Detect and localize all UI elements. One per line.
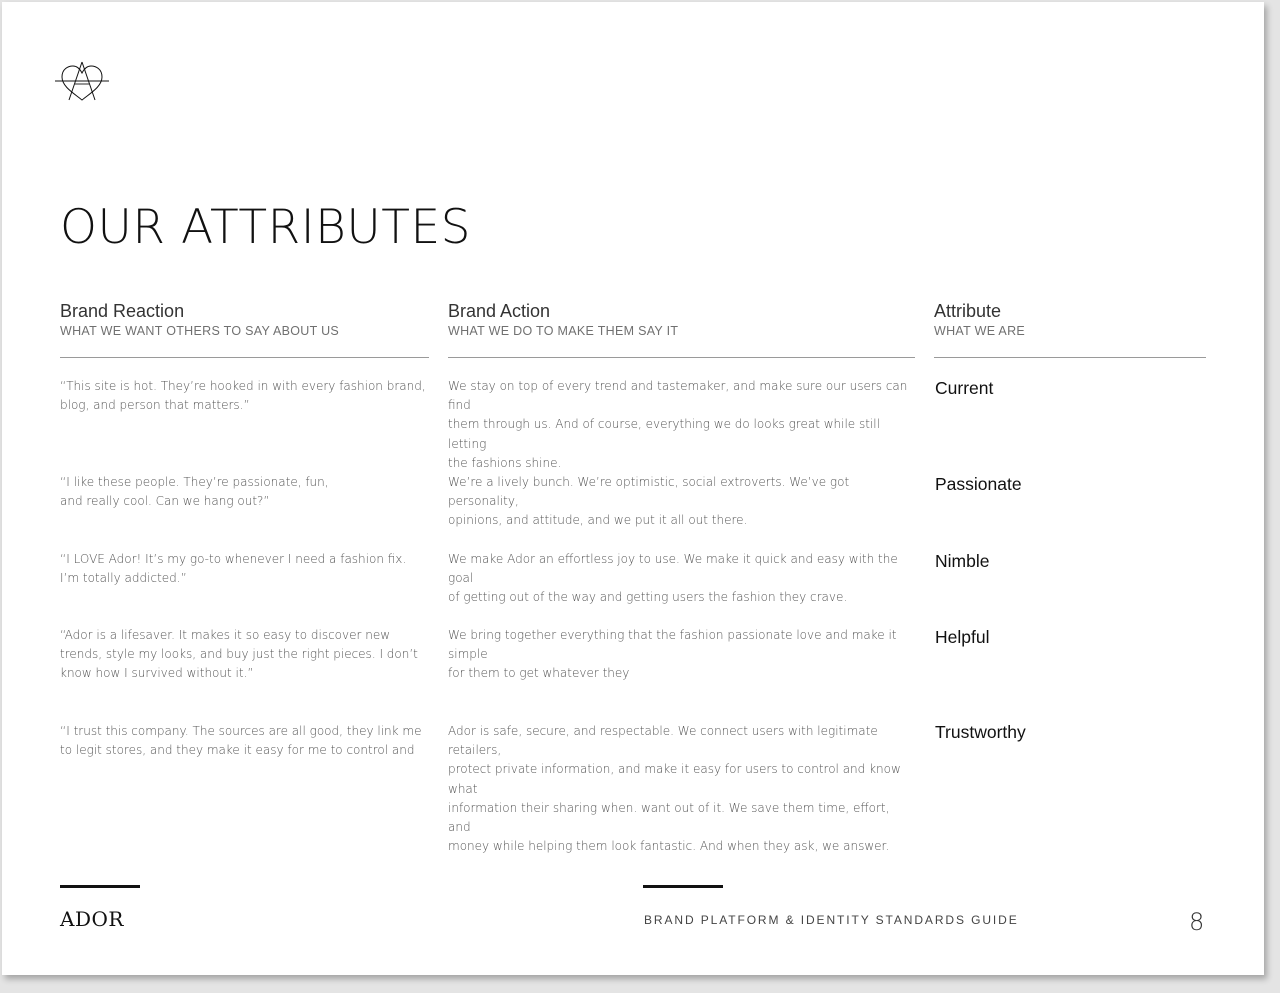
- ador-heart-monogram-icon: [55, 60, 109, 104]
- action-text-helpful: We bring together everything that the fashion passionate love and make it simple for them to get whatever they: [448, 628, 897, 681]
- attribute-current: Current: [935, 378, 994, 398]
- footer-rule-left: [60, 885, 140, 888]
- column-heading: Brand Action: [448, 301, 551, 321]
- action-text-nimble: We make Ador an effortless joy to use. We make it quick and easy with the goal of getting out of the way and getting users the fashion they crave.: [448, 552, 898, 605]
- reaction-quote-nimble: “I LOVE Ador! It’s my go-to whenever I need a fashion fix. I’m totally addicted.”: [60, 552, 407, 586]
- column-heading: Brand Reaction: [60, 301, 185, 321]
- reaction-quote-passionate: “I like these people. They’re passionate, fun, and really cool. Can we hang out?”: [60, 475, 329, 509]
- footer-rule-right: [643, 885, 723, 888]
- action-text-passionate: We’re a lively bunch. We’re optimistic, social extroverts. We’ve got personality, opinions, and attitude, and we put it all out there.: [448, 475, 850, 528]
- reaction-quote-helpful: “Ador is a lifesaver. It makes it so easy to discover new trends, style my looks, and buy just the right pieces. I don’t know how I survived without it.”: [60, 628, 418, 681]
- attribute-trustworthy: Trustworthy: [935, 722, 1026, 742]
- column-header-brand-reaction: [60, 300, 339, 339]
- column-divider: [448, 357, 915, 358]
- action-text-trustworthy: Ador is safe, secure, and respectable. We connect users with legitimate retailers, protect private information, and make it easy for users to control and know what information their sharing when. want out of it. We save them time, effort, and money while helping them look fantastic. And when they ask, we answer.: [448, 724, 901, 854]
- column-divider: [934, 357, 1206, 358]
- column-subheading: WHAT WE ARE: [934, 324, 1026, 338]
- column-divider: [60, 357, 429, 358]
- ador-wordmark: ADOR: [60, 907, 124, 931]
- attribute-helpful: Helpful: [935, 627, 990, 647]
- column-header-attribute: [934, 300, 1025, 339]
- guide-title: BRAND PLATFORM & IDENTITY STANDARDS GUIDE: [644, 913, 1019, 927]
- column-subheading: WHAT WE DO TO MAKE THEM SAY IT: [448, 324, 679, 338]
- column-subheading: WHAT WE WANT OTHERS TO SAY ABOUT US: [60, 324, 340, 338]
- reaction-quote-current: “This site is hot. They’re hooked in with every fashion brand, blog, and person that matters.”: [60, 379, 426, 413]
- document-page: [2, 2, 1264, 975]
- column-heading: Attribute: [934, 301, 1002, 321]
- action-text-current: We stay on top of every trend and tastemaker, and make sure our users can find them through us. And of course, everything we do looks great while still letting the fashions shine.: [448, 379, 908, 470]
- attribute-nimble: Nimble: [935, 551, 990, 571]
- page-number: 8: [1189, 908, 1205, 936]
- page-title: OUR ATTRIBUTES: [60, 200, 472, 255]
- column-header-brand-action: [448, 300, 678, 339]
- reaction-quote-trustworthy: “I trust this company. The sources are all good, they link me to legit stores, and they make it easy for me to control and: [60, 724, 422, 758]
- attribute-passionate: Passionate: [935, 474, 1022, 494]
